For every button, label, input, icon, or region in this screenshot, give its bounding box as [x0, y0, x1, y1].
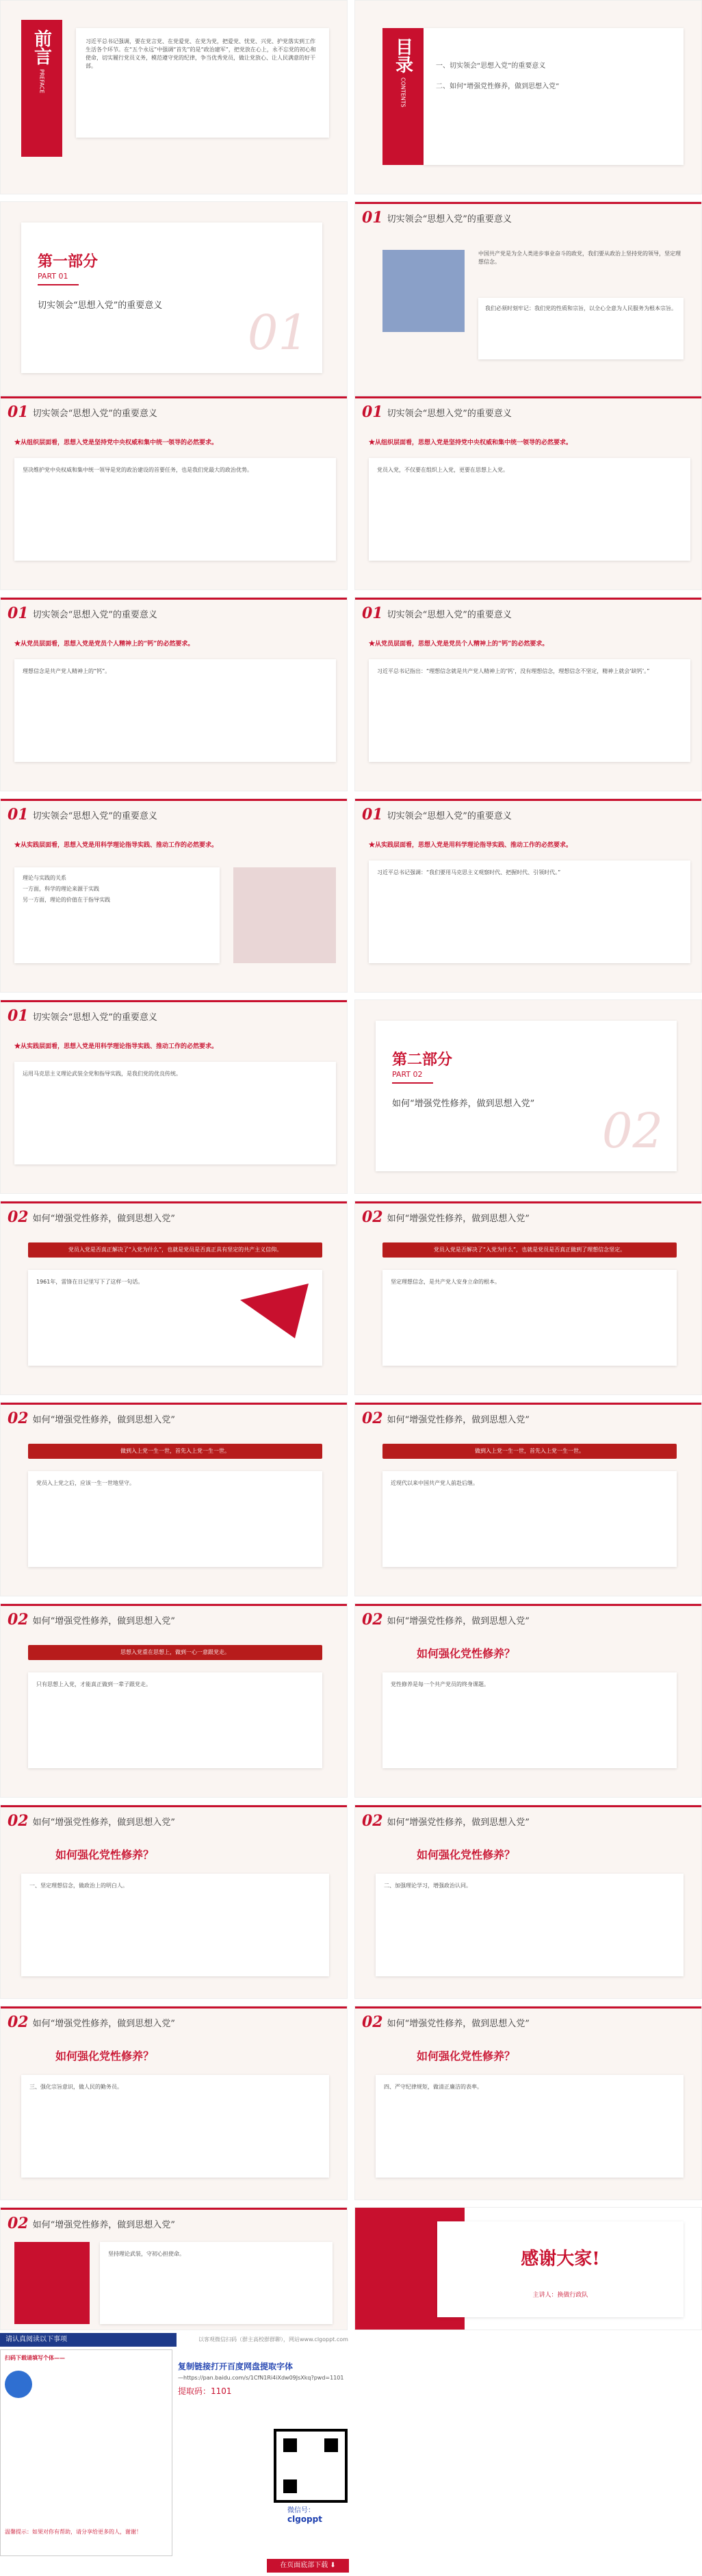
- card-h-text: 二、加强理论学习，增强政治认同。: [384, 1883, 471, 1889]
- flag-shape: [240, 1284, 309, 1338]
- practice-item-2: 一方面，科学的理论来源于实践: [23, 886, 99, 892]
- part1-underline: [38, 284, 79, 285]
- card-d: [382, 1471, 677, 1567]
- part2-subtitle: 如何“增强党性修养，做到思想入党”: [392, 1099, 535, 1109]
- section-number: 01: [362, 806, 383, 824]
- preface-text: 习近平总书记强调，要在党言党、在党爱党、在党为党，把爱党、忧党、兴党、护党落实到工作生活各个环节。在“五个永远”中强调“首先”的是“政治建军”，把党放在心上，永不忘党的初心和使命，切实履行党员义务，模范遵守党的纪律，争当优秀党员，做让党放心、让人民满意的好干部。: [86, 38, 316, 69]
- great-wall-image: [233, 867, 336, 963]
- section-title: 切实领会“思想入党”的重要意义: [387, 609, 512, 620]
- card-k: [100, 2242, 333, 2324]
- card-d-text: 近现代以来中国共产党人前赴后继。: [391, 1480, 478, 1486]
- part1-card: [21, 222, 322, 373]
- section-number: 01: [8, 806, 29, 824]
- contents-card: [424, 28, 684, 165]
- member2-card: [369, 659, 690, 762]
- bottom-info: [0, 2333, 702, 2576]
- qr-label: 微信号：: [287, 2507, 315, 2514]
- card-c: [28, 1471, 322, 1567]
- slide-2-i[interactable]: [0, 2006, 348, 2200]
- slide-1-member-2[interactable]: [354, 597, 702, 791]
- slide-thanks[interactable]: [354, 2207, 702, 2330]
- practice3-text: 运用马克思主义理论武装全党和指导实践，是我们党的优良传统。: [23, 1071, 181, 1077]
- part2-card: [376, 1021, 677, 1171]
- slide-1-member[interactable]: [0, 597, 348, 791]
- practice-card: [14, 867, 220, 963]
- slide-1-org[interactable]: [0, 396, 348, 590]
- contents-item-2[interactable]: 二、如何“增强党性修养，做到思想入党”: [436, 83, 560, 90]
- preface-side-title: 前言: [31, 29, 52, 65]
- section-title: 如何“增强党性修养，做到思想入党”: [32, 1213, 175, 1224]
- contents-item-1[interactable]: 一、切实领会“思想入党”的重要意义: [436, 62, 546, 70]
- slide-1-practice-3[interactable]: [0, 999, 348, 1194]
- pill-label: 党员入党是否真正解决了“入党为什么”，也就是党员是否真正具有坚定的共产主义信仰。: [28, 1242, 322, 1258]
- section-title: 如何“增强党性修养，做到思想入党”: [387, 1414, 530, 1425]
- center-code: 提取码：1101: [178, 2386, 232, 2396]
- card-b: [382, 1270, 677, 1366]
- subtitle: 如何强化党性修养？: [55, 1848, 155, 1861]
- org-card: [14, 458, 336, 561]
- slide-2-g[interactable]: [0, 1805, 348, 1999]
- qr-code: [274, 2429, 348, 2503]
- part2-en: PART 02: [392, 1070, 423, 1079]
- slide-1-org-2[interactable]: [354, 396, 702, 590]
- section-title: 如何“增强党性修养，做到思想入党”: [32, 2018, 175, 2029]
- section-number: 02: [362, 1208, 383, 1226]
- slide-2-h[interactable]: [354, 1805, 702, 1999]
- center-title[interactable]: 复制链接打开百度网盘提取字体: [178, 2362, 294, 2371]
- slide-2-d[interactable]: [354, 1402, 702, 1596]
- card-f-text: 党性修养是每一个共产党员的终身课题。: [391, 1681, 489, 1687]
- practice-heading: ★从实践层面看，思想入党是用科学理论指导实践、推动工作的必然要求。: [14, 842, 218, 849]
- card-i-text: 三、强化宗旨意识，做人民的勤务员。: [29, 2084, 122, 2090]
- pill-label: 做到入上党一生一世，首先入上党一生一世。: [382, 1444, 677, 1459]
- preface-side-bar: [21, 20, 62, 157]
- section-number: 02: [362, 1812, 383, 1830]
- section-number: 02: [8, 1208, 29, 1226]
- part1-subtitle: 切实领会“思想入党”的重要意义: [38, 301, 163, 311]
- section-number: 01: [362, 604, 383, 622]
- center-panel: [178, 2360, 383, 2397]
- preface-side-sub: PREFACE: [38, 69, 45, 94]
- section-number: 01: [8, 1007, 29, 1025]
- card-c-text: 党员入上党之后，应该一生一世地坚守。: [36, 1480, 135, 1486]
- section-title: 切实领会“思想入党”的重要意义: [32, 1012, 157, 1023]
- part1-big-number: 01: [247, 305, 309, 361]
- section-title: 切实领会“思想入党”的重要意义: [32, 609, 157, 620]
- section-title: 如何“增强党性修养，做到思想入党”: [32, 1414, 175, 1425]
- slide-header: [362, 209, 512, 227]
- thanks-card: [437, 2221, 684, 2317]
- card-e: [28, 1672, 322, 1768]
- slide-2-c[interactable]: [0, 1402, 348, 1596]
- section-number: 02: [362, 1611, 383, 1629]
- section-number: 01: [8, 604, 29, 622]
- card-g: [21, 1874, 329, 1976]
- part1-en: PART 01: [38, 272, 68, 281]
- section-title: 如何“增强党性修养，做到思想入党”: [32, 2219, 175, 2230]
- org2-heading: ★从组织层面看，思想入党是坚持党中央权威和集中统一领导的必然要求。: [369, 439, 573, 446]
- contents-side-bar: [382, 28, 424, 165]
- slide-2-f[interactable]: [354, 1603, 702, 1798]
- subtitle: 如何强化党性修养？: [417, 2050, 516, 2063]
- section-title: 切实领会“思想入党”的重要意义: [32, 408, 157, 419]
- card-j: [376, 2075, 684, 2178]
- practice2-heading: ★从实践层面看，思想入党是用科学理论指导实践、推动工作的必然要求。: [369, 842, 573, 849]
- qr-id: clgoppt: [287, 2514, 322, 2524]
- subtitle: 如何强化党性修养？: [417, 1848, 516, 1861]
- slide-2-j[interactable]: [354, 2006, 702, 2200]
- card-b-text: 坚定理想信念，是共产党人安身立命的根本。: [391, 1279, 500, 1285]
- card-k-text: 坚持理论武装，守初心担使命。: [108, 2251, 185, 2257]
- section-number: 02: [8, 1611, 29, 1629]
- member2-text: 习近平总书记指出：“理想信念就是共产党人精神上的‘钙’，没有理想信念，理想信念不坚定，精神上就会‘缺钙’。”: [377, 668, 650, 674]
- section-number: 02: [8, 2215, 29, 2232]
- practice-item-1: 理论与实践的关系: [23, 875, 66, 881]
- section-title: 切实领会“思想入党”的重要意义: [32, 811, 157, 821]
- section-number: 01: [362, 209, 383, 227]
- part2-title: 第二部分: [392, 1051, 453, 1069]
- pill-label: 思想入党重在思想上，做到一心一意跟党走。: [28, 1645, 322, 1660]
- slide-2-k[interactable]: [0, 2207, 348, 2330]
- section-title: 如何“增强党性修养，做到思想入党”: [387, 1817, 530, 1828]
- section-number: 01: [362, 403, 383, 421]
- practice3-card: [14, 1062, 336, 1164]
- card-i: [21, 2075, 329, 2178]
- card-j-text: 四、严守纪律规矩，做清正廉洁的表率。: [384, 2084, 482, 2090]
- section-title: 切实领会“思想入党”的重要意义: [387, 214, 512, 225]
- pill-label: 党员入党是否解决了“入党为什么”，也就是党员是否真正做到了理想信念坚定。: [382, 1242, 677, 1258]
- card-f: [382, 1672, 677, 1768]
- slide-2-e[interactable]: [0, 1603, 348, 1798]
- preface-card: [76, 28, 329, 138]
- section-number: 02: [8, 1812, 29, 1830]
- qr-small: [5, 2371, 32, 2398]
- member-card: [14, 659, 336, 762]
- center-link[interactable]: —https://pan.baidu.com/s/1CfN1Ri4iXdw09JsXkq?pwd=1101: [178, 2375, 344, 2381]
- intro-text-1: 中国共产党是为全人类进步事业奋斗的政党，我们要从政治上坚持党的领导，坚定理想信念。: [478, 251, 681, 265]
- intro-card: [478, 298, 684, 359]
- slide-1-practice[interactable]: [0, 798, 348, 993]
- subtitle: 如何强化党性修养？: [417, 1647, 516, 1660]
- section-title: 如何“增强党性修养，做到思想入党”: [32, 1817, 175, 1828]
- slide-preface[interactable]: [0, 0, 348, 194]
- card-a: [28, 1270, 322, 1366]
- member-text: 理想信念是共产党人精神上的“钙”。: [23, 668, 111, 674]
- download-footer-button[interactable]: 在页面底部下载 ⬇: [267, 2559, 349, 2573]
- practice2-text: 习近平总书记强调：“我们要用马克思主义观察时代、把握时代、引领时代。”: [377, 869, 561, 876]
- org2-text: 党员入党，不仅要在组织上入党，更要在思想上入党。: [377, 467, 508, 473]
- org-heading: ★从组织层面看，思想入党是坚持党中央权威和集中统一领导的必然要求。: [14, 439, 218, 446]
- card-g-text: 一、坚定理想信念，做政治上的明白人。: [29, 1883, 128, 1889]
- slide-contents[interactable]: [354, 0, 702, 194]
- section-number: 01: [8, 403, 29, 421]
- slide-1-practice-2[interactable]: [354, 798, 702, 993]
- slide-2-a[interactable]: [0, 1201, 348, 1395]
- top-ad: 以客观微信扫码（群主高校群群聊），网站www.clgoppt.com: [198, 2336, 348, 2343]
- thanks-title: 感谢大家!: [521, 2249, 600, 2269]
- left-panel: [0, 2349, 172, 2556]
- section-number: 02: [8, 2013, 29, 2031]
- member2-heading: ★从党员层面看，思想入党是党员个人精神上的“钙”的必然要求。: [369, 641, 549, 648]
- practice2-card: [369, 860, 690, 963]
- practice3-heading: ★从实践层面看，思想入党是用科学理论指导实践、推动工作的必然要求。: [14, 1043, 218, 1050]
- presenter: 主讲人：换做行政队: [532, 2292, 588, 2299]
- red-image: [14, 2242, 90, 2324]
- card-e-text: 只有思想上入党，才能真正做到一辈子跟党走。: [36, 1681, 151, 1687]
- slide-2-b[interactable]: [354, 1201, 702, 1395]
- left-heading: 扫码下载请填写个体——: [5, 2355, 65, 2361]
- section-title: 如何“增强党性修养，做到思想入党”: [32, 1616, 175, 1627]
- section-number: 02: [362, 1410, 383, 1427]
- card-a-text: 1961年，雷锋在日记里写下了这样一句话。: [36, 1279, 144, 1285]
- note1: 温馨提示：如果对你有帮助，请分享给更多的人，谢谢！: [5, 2529, 142, 2535]
- card-h: [376, 1874, 684, 1976]
- intro-text-2: 我们必须时刻牢记：我们党的性质和宗旨，以全心全意为人民服务为根本宗旨。: [485, 305, 677, 311]
- section-title: 切实领会“思想入党”的重要意义: [387, 408, 512, 419]
- section-title: 如何“增强党性修养，做到思想入党”: [387, 2018, 530, 2029]
- section-number: 02: [8, 1410, 29, 1427]
- part2-underline: [392, 1082, 433, 1084]
- pill-label: 做到入上党一生一世，首先入上党一生一世。: [28, 1444, 322, 1459]
- subtitle: 如何强化党性修养？: [55, 2050, 155, 2063]
- slide-1-intro[interactable]: [354, 201, 702, 396]
- practice-item-3: 另一方面，理论的价值在于指导实践: [23, 897, 110, 903]
- member-heading: ★从党员层面看，思想入党是党员个人精神上的“钙”的必然要求。: [14, 641, 194, 648]
- section-number: 02: [362, 2013, 383, 2031]
- org2-card: [369, 458, 690, 561]
- part1-title: 第一部分: [38, 253, 99, 270]
- org-text: 坚决维护党中央权威和集中统一领导是党的政治建设的首要任务，也是我们党最大的政治优势。: [23, 467, 252, 473]
- slide-part2[interactable]: [354, 999, 702, 1194]
- part2-big-number: 02: [601, 1103, 663, 1159]
- banner-title: 请认真阅读以下事项: [0, 2333, 177, 2347]
- section-title: 如何“增强党性修养，做到思想入党”: [387, 1616, 530, 1627]
- contents-side-title: 目录: [392, 38, 413, 73]
- building-image: [382, 250, 465, 332]
- section-title: 如何“增强党性修养，做到思想入党”: [387, 1213, 530, 1224]
- contents-side-sub: CONTENTS: [400, 77, 406, 107]
- slide-part1[interactable]: [0, 201, 348, 396]
- section-title: 切实领会“思想入党”的重要意义: [387, 811, 512, 821]
